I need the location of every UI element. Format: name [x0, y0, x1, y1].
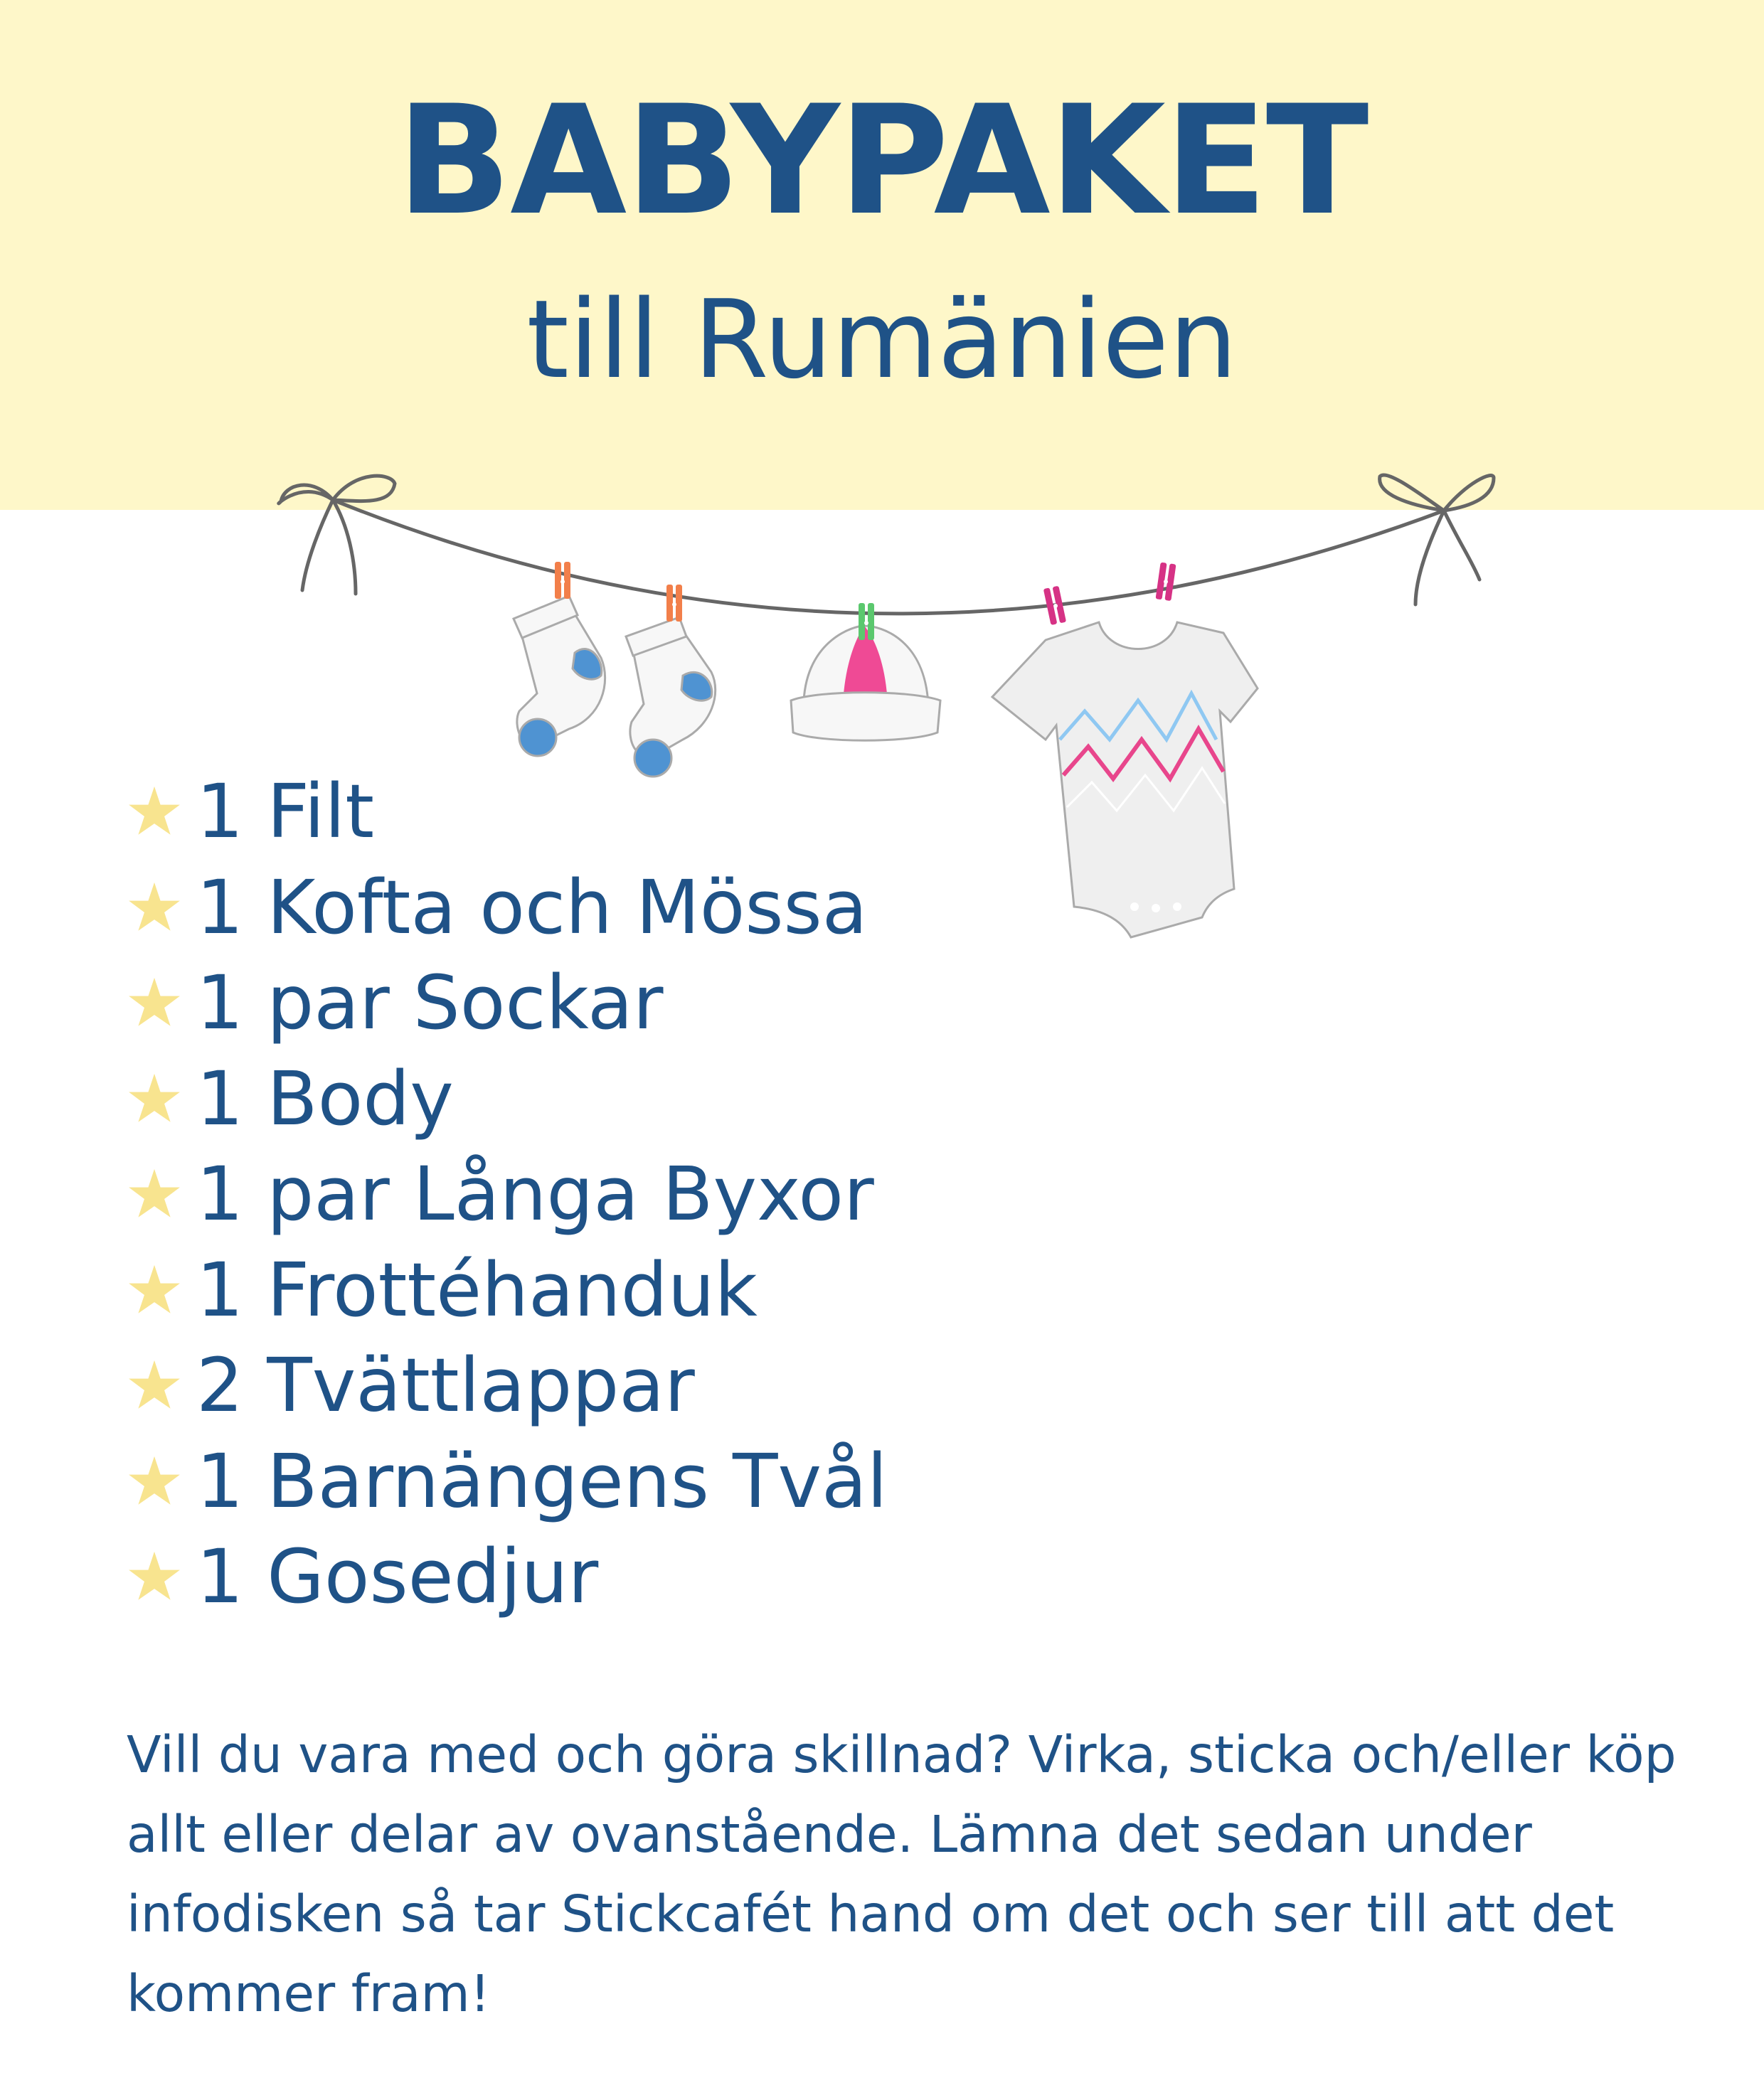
- list-item: [127, 1434, 888, 1530]
- bow-icon: [1380, 475, 1494, 604]
- list-item-label: 1 Gosedjur: [196, 1533, 599, 1621]
- list-item-label: 1 par Långa Byxor: [196, 1151, 874, 1238]
- list-item: [127, 1051, 888, 1147]
- list-item: [127, 1242, 888, 1338]
- star-icon: [127, 1454, 182, 1509]
- sock-icon: [514, 596, 605, 756]
- bow-icon: [279, 476, 395, 594]
- page-title: BABYPAKET: [396, 73, 1368, 248]
- hat-icon: [791, 626, 940, 740]
- clothespin-icon: [666, 585, 682, 622]
- list-item-label: 2 Tvättlappar: [196, 1342, 695, 1429]
- clothesline-icon: [333, 500, 1444, 614]
- list-item: [127, 860, 888, 956]
- list-item-label: 1 Filt: [196, 768, 375, 856]
- star-icon: [127, 880, 182, 935]
- star-icon: [127, 1549, 182, 1604]
- clothespin-icon: [555, 562, 570, 599]
- star-icon: [127, 1071, 182, 1126]
- clothespin-icon: [1155, 563, 1176, 602]
- star-icon: [127, 1358, 182, 1413]
- list-item-label: 1 Frottéhanduk: [196, 1246, 758, 1333]
- list-item: [127, 1529, 888, 1625]
- star-icon: [127, 1262, 182, 1318]
- star-icon: [127, 1166, 182, 1222]
- info-paragraph: Vill du vara med och göra skillnad? Virka, sticka och/eller köp allt eller delar av ovanstående. Lämna det sedan under infodisken så tar Stickcafét hand om det och ser till att det kommer fram!: [127, 1725, 1677, 2023]
- star-icon: [127, 784, 182, 839]
- sock-icon: [626, 617, 716, 777]
- list-item: [127, 1338, 888, 1434]
- list-item-label: 1 Body: [196, 1055, 454, 1142]
- onesie-icon: [992, 622, 1258, 937]
- star-icon: [127, 975, 182, 1030]
- checklist: [127, 764, 888, 1625]
- page-subtitle: till Rumänien: [526, 277, 1238, 403]
- list-item: [127, 764, 888, 860]
- list-item-label: 1 Kofta och Mössa: [196, 863, 868, 951]
- list-item-label: 1 Barnängens Tvål: [196, 1437, 888, 1525]
- list-item: [127, 1146, 888, 1242]
- list-item: [127, 955, 888, 1051]
- list-item-label: 1 par Sockar: [196, 959, 664, 1047]
